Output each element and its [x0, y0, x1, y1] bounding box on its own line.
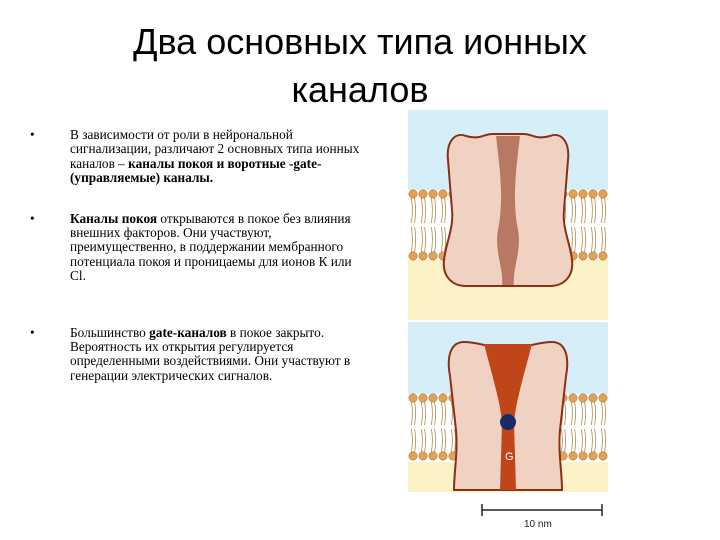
lipid-tail — [575, 198, 576, 223]
title-line-2: каналов — [291, 69, 429, 110]
lipid-tail — [435, 402, 436, 425]
lipid-head — [419, 252, 427, 260]
bullet-bold-text: каналы покоя и воротные -gate- (управляемые) каналы. — [70, 155, 322, 186]
lipid-tail — [581, 429, 582, 452]
lipid-tail — [421, 429, 422, 452]
lipid-tail — [425, 402, 426, 425]
lipid-head — [419, 452, 427, 460]
lipid-tail — [571, 227, 572, 252]
lipid-head — [589, 252, 597, 260]
lipid-head — [579, 190, 587, 198]
lipid-head — [429, 190, 437, 198]
lipid-tail — [411, 402, 412, 425]
resting-channel-figure — [408, 110, 608, 320]
lipid-head — [429, 394, 437, 402]
lipid-tail — [445, 402, 446, 425]
lipid-tail — [425, 198, 426, 223]
lipid-tail — [415, 227, 416, 252]
bullet-marker: • — [30, 127, 35, 142]
bullet-bold-text: Каналы покоя — [70, 210, 158, 226]
lipid-tail — [571, 198, 572, 223]
lipid-tail — [575, 227, 576, 252]
lipid-tail — [431, 402, 432, 425]
lipid-tail — [585, 429, 586, 452]
lipid-head — [589, 190, 597, 198]
lipid-tail — [415, 198, 416, 223]
lipid-tail — [451, 429, 452, 452]
gate-label: G — [505, 451, 514, 463]
bullet-item-resting-channels — [30, 212, 360, 284]
lipid-head — [569, 190, 577, 198]
title-line-1: Два основных типа ионных — [133, 21, 587, 62]
lipid-tail — [411, 429, 412, 452]
lipid-tail — [581, 402, 582, 425]
lipid-head — [579, 452, 587, 460]
lipid-head — [599, 252, 607, 260]
lipid-head — [599, 452, 607, 460]
lipid-head — [429, 252, 437, 260]
lipid-tail — [571, 402, 572, 425]
lipid-head — [599, 190, 607, 198]
bullet-marker: • — [30, 210, 35, 226]
lipid-tail — [411, 198, 412, 223]
lipid-tail — [575, 429, 576, 452]
lipid-tail — [601, 429, 602, 452]
lipid-head — [589, 394, 597, 402]
lipid-tail — [441, 402, 442, 425]
lipid-tail — [605, 402, 606, 425]
lipid-tail — [411, 227, 412, 252]
lipid-tail — [595, 429, 596, 452]
lipid-head — [409, 190, 417, 198]
bullet-text: В зависимости от роли в нейрональной сигнализации, различают 2 основных типа ионных каналов – — [70, 127, 360, 171]
lipid-tail — [601, 402, 602, 425]
lipid-head — [439, 190, 447, 198]
lipid-tail — [575, 402, 576, 425]
lipid-head — [409, 452, 417, 460]
lipid-head — [409, 252, 417, 260]
scale-bar — [478, 500, 608, 534]
lipid-tail — [595, 227, 596, 252]
bullet-list — [30, 128, 360, 383]
lipid-tail — [425, 227, 426, 252]
lipid-tail — [585, 198, 586, 223]
lipid-tail — [591, 429, 592, 452]
scale-bar-label: 10 nm — [524, 519, 552, 530]
lipid-tail — [441, 198, 442, 223]
lipid-tail — [445, 198, 446, 223]
bullet-marker: • — [30, 324, 35, 340]
lipid-head — [429, 452, 437, 460]
lipid-tail — [605, 429, 606, 452]
lipid-tail — [581, 198, 582, 223]
lipid-head — [589, 452, 597, 460]
lipid-tail — [445, 429, 446, 452]
lipid-tail — [605, 227, 606, 252]
lipid-tail — [421, 402, 422, 425]
lipid-tail — [601, 227, 602, 252]
bullet-item-gated-channels — [30, 326, 360, 384]
lipid-tail — [421, 227, 422, 252]
lipid-tail — [431, 429, 432, 452]
lipid-head — [419, 190, 427, 198]
lipid-head — [569, 394, 577, 402]
lipid-tail — [595, 402, 596, 425]
gated-channel-figure — [408, 322, 608, 492]
lipid-tail — [581, 227, 582, 252]
lipid-tail — [585, 227, 586, 252]
lipid-tail — [441, 227, 442, 252]
lipid-head — [439, 394, 447, 402]
lipid-tail — [565, 429, 566, 452]
lipid-head — [579, 252, 587, 260]
lipid-head — [569, 452, 577, 460]
lipid-tail — [565, 402, 566, 425]
lipid-tail — [431, 198, 432, 223]
ion-in-pore — [500, 414, 516, 430]
bullet-text-tail: открываются в покое без влияния внешних факторов. Они участвуют, преимущественно, в поддержании мембранного потенциала покоя и проницаемы для ионов К или Cl. — [70, 210, 352, 284]
slide-title — [60, 18, 660, 114]
lipid-tail — [601, 198, 602, 223]
lipid-tail — [451, 402, 452, 425]
lipid-tail — [605, 198, 606, 223]
lipid-tail — [435, 429, 436, 452]
lipid-tail — [435, 227, 436, 252]
lipid-tail — [591, 227, 592, 252]
lipid-tail — [415, 429, 416, 452]
lipid-head — [419, 394, 427, 402]
lipid-head — [579, 394, 587, 402]
lipid-tail — [571, 429, 572, 452]
lipid-head — [409, 394, 417, 402]
lipid-head — [439, 452, 447, 460]
lipid-tail — [561, 429, 562, 452]
bullet-item-channel-types — [30, 128, 360, 186]
lipid-tail — [435, 198, 436, 223]
lipid-head — [599, 394, 607, 402]
lipid-tail — [415, 402, 416, 425]
lipid-tail — [585, 402, 586, 425]
lipid-tail — [591, 198, 592, 223]
lipid-tail — [421, 198, 422, 223]
lipid-tail — [441, 429, 442, 452]
lipid-tail — [431, 227, 432, 252]
lipid-tail — [591, 402, 592, 425]
lipid-tail — [595, 198, 596, 223]
bullet-text: Большинство — [70, 324, 150, 340]
bullet-bold-text: gate-каналов — [149, 324, 227, 340]
bullet-text-tail: в покое закрыто. Вероятность их открытия регулируется определенными воздействиями. Они участвуют в генерации электрических сигналов. — [70, 324, 351, 383]
lipid-tail — [425, 429, 426, 452]
